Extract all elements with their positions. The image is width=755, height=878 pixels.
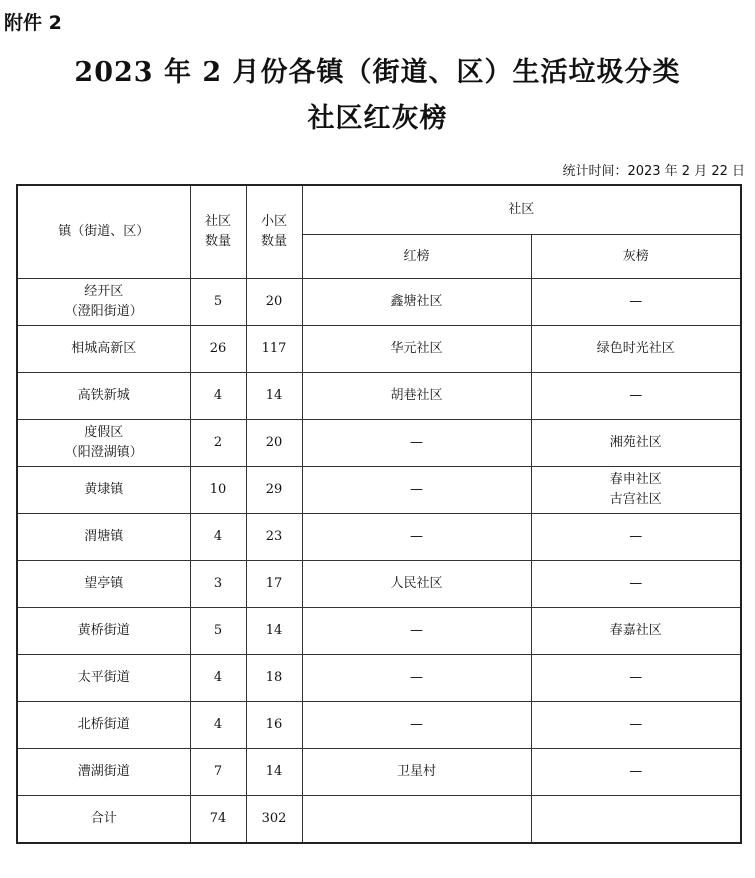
community-count-cell: 4 <box>190 514 246 561</box>
gray-list-cell: — <box>531 702 741 749</box>
red-list-cell: — <box>302 655 531 702</box>
table-row <box>17 702 741 749</box>
red-list-cell: — <box>302 420 531 467</box>
red-list-cell: 鑫塘社区 <box>302 279 531 326</box>
page-title: 2023 年 2 月份各镇（街道、区）生活垃圾分类 <box>74 57 681 88</box>
town-cell: 高铁新城 <box>17 373 190 420</box>
gray-list-cell: — <box>531 655 741 702</box>
table-row <box>17 467 741 514</box>
town-cell: 合计 <box>17 796 190 844</box>
page-subtitle: 社区红灰榜 <box>307 103 448 134</box>
table-row <box>17 279 741 326</box>
red-list-cell: 华元社区 <box>302 326 531 373</box>
red-list-cell: — <box>302 702 531 749</box>
red-list-cell: 胡巷社区 <box>302 373 531 420</box>
header-community-group: 社区 <box>302 185 741 235</box>
table-row <box>17 749 741 796</box>
estate-count-cell: 20 <box>246 279 302 326</box>
table-row <box>17 561 741 608</box>
header-community-count: 社区 数量 <box>190 185 246 279</box>
community-count-cell: 4 <box>190 655 246 702</box>
header-red-list: 红榜 <box>302 235 531 279</box>
gray-list-cell: — <box>531 514 741 561</box>
red-list-cell: — <box>302 514 531 561</box>
table-row <box>17 373 741 420</box>
community-count-cell: 74 <box>190 796 246 844</box>
estate-count-cell: 16 <box>246 702 302 749</box>
town-cell: 相城高新区 <box>17 326 190 373</box>
header-gray-list: 灰榜 <box>531 235 741 279</box>
estate-count-cell: 20 <box>246 420 302 467</box>
town-cell: 黄桥街道 <box>17 608 190 655</box>
red-gray-roster-table <box>16 184 742 844</box>
table-row <box>17 655 741 702</box>
estate-count-cell: 14 <box>246 749 302 796</box>
town-cell: 北桥街道 <box>17 702 190 749</box>
header-row-1 <box>17 185 741 235</box>
estate-count-cell: 29 <box>246 467 302 514</box>
red-list-cell: 卫星村 <box>302 749 531 796</box>
estate-count-cell: 23 <box>246 514 302 561</box>
community-count-cell: 7 <box>190 749 246 796</box>
header-town: 镇（街道、区） <box>17 185 190 279</box>
red-list-cell: — <box>302 608 531 655</box>
town-cell: 经开区 （澄阳街道） <box>17 279 190 326</box>
community-count-cell: 26 <box>190 326 246 373</box>
gray-list-cell: 春嘉社区 <box>531 608 741 655</box>
community-count-cell: 5 <box>190 279 246 326</box>
estate-count-cell: 302 <box>246 796 302 844</box>
community-count-cell: 5 <box>190 608 246 655</box>
estate-count-cell: 17 <box>246 561 302 608</box>
gray-list-cell: 湘苑社区 <box>531 420 741 467</box>
gray-list-cell: 春申社区 古宫社区 <box>531 467 741 514</box>
red-list-cell: — <box>302 467 531 514</box>
community-count-cell: 2 <box>190 420 246 467</box>
gray-list-cell <box>531 796 741 844</box>
town-cell: 黄埭镇 <box>17 467 190 514</box>
town-cell: 度假区 （阳澄湖镇） <box>17 420 190 467</box>
estate-count-cell: 14 <box>246 608 302 655</box>
town-cell: 太平街道 <box>17 655 190 702</box>
header-estate-count: 小区 数量 <box>246 185 302 279</box>
gray-list-cell: 绿色时光社区 <box>531 326 741 373</box>
statistics-date: 统计时间：2023 年 2 月 22 日 <box>562 164 745 179</box>
total-row <box>17 796 741 844</box>
community-count-cell: 4 <box>190 702 246 749</box>
community-count-cell: 4 <box>190 373 246 420</box>
estate-count-cell: 18 <box>246 655 302 702</box>
town-cell: 渭塘镇 <box>17 514 190 561</box>
table-row <box>17 608 741 655</box>
red-list-cell <box>302 796 531 844</box>
gray-list-cell: — <box>531 561 741 608</box>
estate-count-cell: 117 <box>246 326 302 373</box>
table-row <box>17 514 741 561</box>
gray-list-cell: — <box>531 749 741 796</box>
town-cell: 望亭镇 <box>17 561 190 608</box>
gray-list-cell: — <box>531 279 741 326</box>
estate-count-cell: 14 <box>246 373 302 420</box>
town-cell: 漕湖街道 <box>17 749 190 796</box>
gray-list-cell: — <box>531 373 741 420</box>
red-list-cell: 人民社区 <box>302 561 531 608</box>
attachment-label: 附件 2 <box>4 12 62 34</box>
table-row <box>17 420 741 467</box>
community-count-cell: 10 <box>190 467 246 514</box>
community-count-cell: 3 <box>190 561 246 608</box>
table-row <box>17 326 741 373</box>
